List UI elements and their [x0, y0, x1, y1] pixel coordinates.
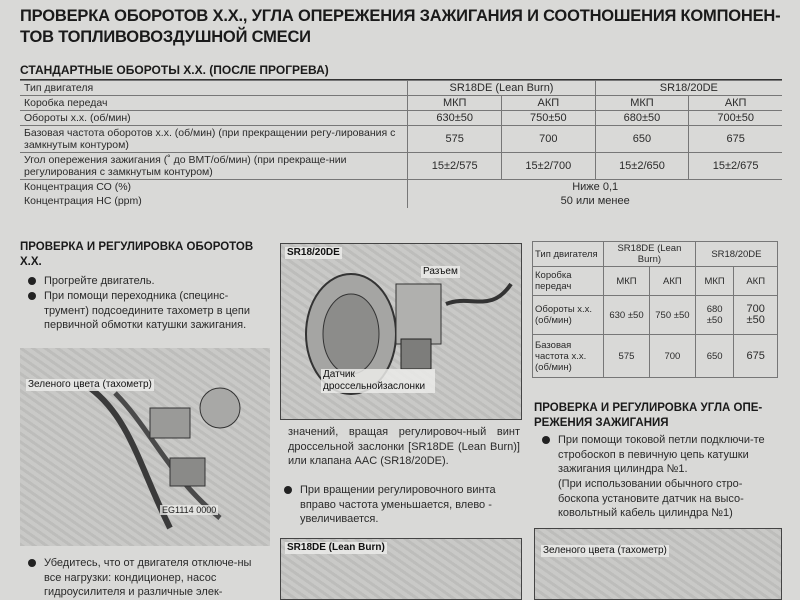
table-cell: МКП	[695, 267, 734, 296]
table-cell: 700±50	[689, 111, 782, 126]
table-cell: Обороты х.х. (об/мин)	[20, 111, 408, 126]
table-cell: 15±2/650	[595, 153, 689, 180]
list-item	[44, 289, 266, 333]
table-cell: Коробка передач	[533, 267, 604, 296]
table-cell: 15±2/675	[689, 153, 782, 180]
table-cell: МКП	[595, 96, 689, 111]
bullet-icon	[28, 292, 36, 300]
table-row	[20, 126, 782, 153]
table-cell: 575	[604, 335, 650, 378]
table-cell: 15±2/700	[502, 153, 596, 180]
table-cell: SR18DE (Lean Burn)	[408, 81, 595, 96]
list-item-text: При вращении регулировочного винта вправо частота уменьшается, влево - увеличивается.	[300, 484, 496, 525]
table-cell: Концентрация НС (ppm)	[20, 194, 408, 208]
table-cell: 680 ±50	[695, 296, 734, 335]
standard-idle-heading: СТАНДАРТНЫЕ ОБОРОТЫ Х.Х. (ПОСЛЕ ПРОГРЕВА)	[20, 63, 329, 77]
table-cell: МКП	[604, 267, 650, 296]
standard-idle-table	[20, 80, 782, 208]
page-title: ПРОВЕРКА ОБОРОТОВ Х.Х., УГЛА ОПЕРЕЖЕНИЯ ЗАЖИГАНИЯ И СООТНОШЕНИЯ КОМПОНЕН-ТОВ ТОПЛИВОВОЗДУШНОЙ СМЕСИ	[20, 7, 781, 46]
table-cell: 630 ±50	[604, 296, 650, 335]
tachometer-wire-label: Зеленого цвета (тахометр)	[543, 545, 667, 556]
ignition-timing-heading: ПРОВЕРКА И РЕГУЛИРОВКА УГЛА ОПЕ-РЕЖЕНИЯ ЗАЖИГАНИЯ	[534, 402, 763, 429]
table-cell: SR18/20DE	[695, 242, 777, 267]
table-cell: Коробка передач	[20, 96, 408, 111]
list-item	[44, 274, 266, 289]
table-cell: 750±50	[502, 111, 596, 126]
photo-title: SR18/20DE	[287, 247, 340, 258]
table-cell: 15±2/575	[408, 153, 502, 180]
table-cell: Базовая частота оборотов х.х. (об/мин) (при прекращении регу-лирования с замкнутым контуром)	[20, 126, 408, 153]
table-cell: 650	[695, 335, 734, 378]
table-cell: 700 ±50	[734, 296, 778, 335]
strobe-note: (При использовании обычного стро-боскопа установите датчик на высо-ковольтный кабель цилиндра №1)	[558, 478, 744, 519]
table-cell: Ниже 0,1	[408, 180, 782, 195]
list-item	[558, 433, 780, 477]
bullet-icon	[542, 436, 550, 444]
list-item-text: При помощи токовой петли подключи-те стробоскоп в певичную цепь катушки зажигания цилиндра №1.	[558, 434, 765, 475]
tachometer-wire-label: Зеленого цвета (тахометр)	[28, 379, 152, 390]
table-cell: Тип двигателя	[533, 242, 604, 267]
list-item-text: Убедитесь, что от двигателя отключе-ны все нагрузки: кондиционер, насос гидроусилителя и различные элек-	[44, 557, 252, 598]
table-row	[20, 111, 782, 126]
table-cell: 675	[734, 335, 778, 378]
table-row	[20, 81, 782, 96]
engine-photo-tachometer	[20, 348, 270, 546]
table-row	[533, 267, 778, 296]
table-cell: АКП	[689, 96, 782, 111]
sensor-label: Датчик дроссельнойзаслонки	[321, 369, 435, 393]
table-cell: МКП	[408, 96, 502, 111]
table-cell: АКП	[502, 96, 596, 111]
table-cell: 650	[595, 126, 689, 153]
table-cell: 675	[689, 126, 782, 153]
table-cell: Тип двигателя	[20, 81, 408, 96]
engine-wires-illustration	[20, 348, 270, 546]
table-row	[533, 335, 778, 378]
table-row	[20, 96, 782, 111]
table-row	[533, 242, 778, 267]
bullet-icon	[28, 277, 36, 285]
table-row	[533, 296, 778, 335]
table-cell: SR18DE (Lean Burn)	[604, 242, 696, 267]
throttle-sensor-photo	[280, 243, 522, 420]
photo-title: SR18DE (Lean Burn)	[287, 542, 385, 553]
table-cell: АКП	[734, 267, 778, 296]
table-cell: 630±50	[408, 111, 502, 126]
table-cell: 575	[408, 126, 502, 153]
table-row	[20, 153, 782, 180]
bullet-icon	[28, 559, 36, 567]
table-cell: Базовая частота х.х. (об/мин)	[533, 335, 604, 378]
adjust-paragraph: значений, вращая регулировоч-ный винт дроссельной заслонки [SR18DE (Lean Burn)] или клапана AAC (SR18/20DE).	[288, 426, 520, 467]
table-cell: 750 ±50	[649, 296, 695, 335]
list-item	[300, 483, 520, 527]
figure-code: EG1114 0000	[162, 505, 217, 515]
lean-burn-photo	[280, 538, 522, 600]
table-cell: АКП	[649, 267, 695, 296]
table-cell: SR18/20DE	[595, 81, 782, 96]
bullet-icon	[284, 486, 292, 494]
list-item-text: Прогрейте двигатель.	[44, 275, 155, 287]
connector-label: Разъем	[423, 266, 458, 277]
list-item-text: При помощи переходника (специнс-трумент) подсоедините тахометр в цепи первичной обмотки катушки зажигания.	[44, 290, 251, 331]
table-cell: Концентрация СО (%)	[20, 180, 408, 195]
table-cell: 700	[502, 126, 596, 153]
table-row	[20, 180, 782, 195]
table-cell: Обороты х.х. (об/мин)	[533, 296, 604, 335]
table-row	[20, 194, 782, 208]
table-cell: 50 или менее	[408, 194, 782, 208]
table-cell: 700	[649, 335, 695, 378]
idle-check-heading: ПРОВЕРКА И РЕГУЛИРОВКА ОБОРОТОВ Х.Х.	[20, 241, 254, 268]
strobe-photo	[534, 528, 782, 600]
table-cell: Угол опережения зажигания (˚ до ВМТ/об/мин) (при прекраще-нии регулирования с замкнутым контуром)	[20, 153, 408, 180]
idle-spec-table	[532, 241, 778, 378]
table-cell: 680±50	[595, 111, 689, 126]
